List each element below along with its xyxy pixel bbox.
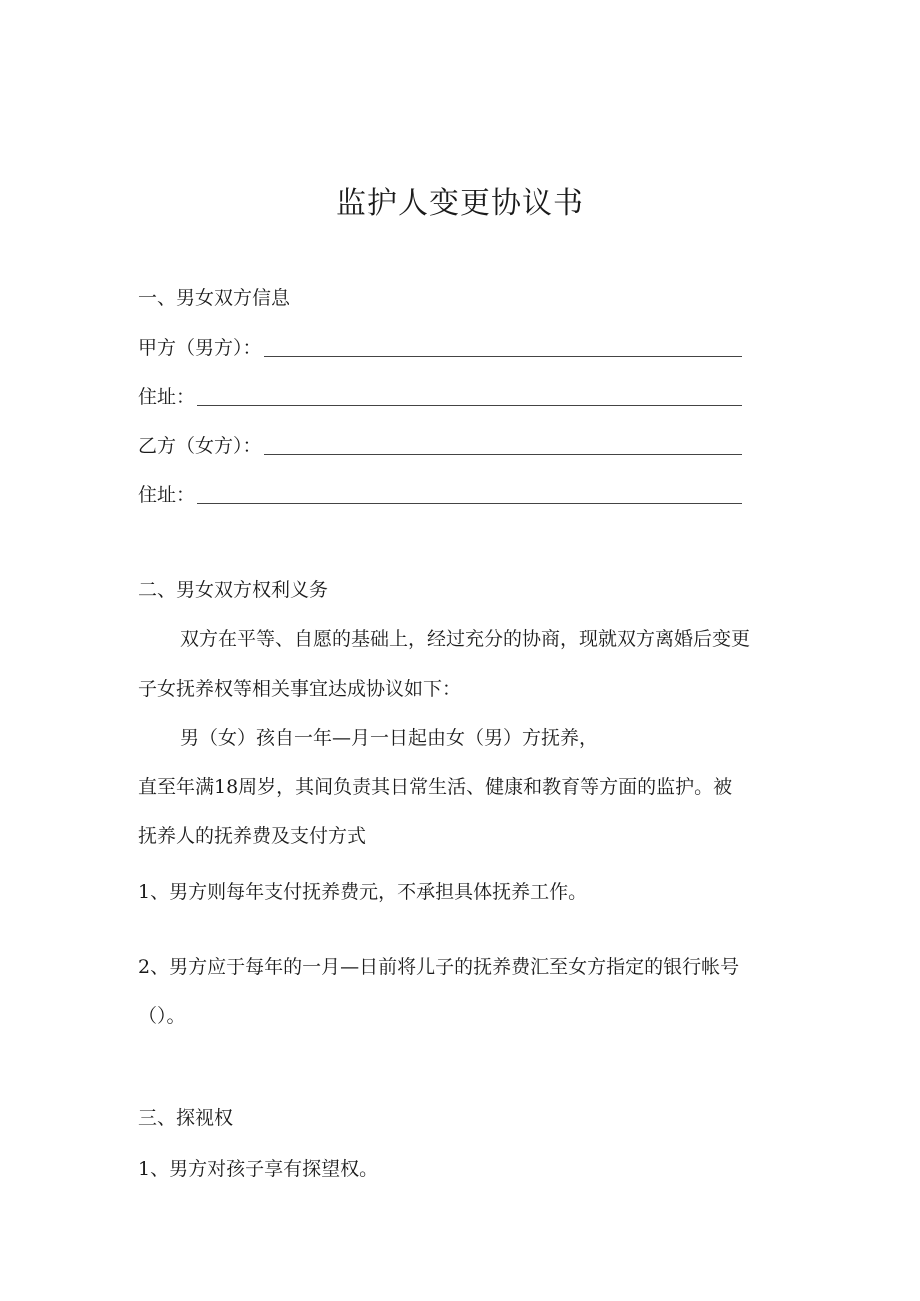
address-b-label: 住址： <box>138 484 196 506</box>
address-b-blank-line[interactable] <box>197 489 742 504</box>
party-b-blank-line[interactable] <box>264 440 742 455</box>
support-item-2-line-2: （）。 <box>138 1005 186 1027</box>
address-a-field[interactable] <box>138 383 742 409</box>
address-a-label: 住址： <box>138 386 196 408</box>
party-b-field[interactable] <box>138 432 742 458</box>
party-a-blank-line[interactable] <box>264 342 742 357</box>
agreement-paragraph-line-2: 子女抚养权等相关事宜达成协议如下： <box>138 678 462 700</box>
address-a-blank-line[interactable] <box>197 391 742 406</box>
section-2-heading: 二、男女双方权利义务 <box>138 579 329 601</box>
custody-paragraph-line-1: 男（女）孩自一年—月一日起由女（男）方抚养， <box>180 727 599 749</box>
section-3-heading: 三、探视权 <box>138 1107 234 1129</box>
support-item-1: 1、男方则每年支付抚养费元，不承担具体抚养工作。 <box>138 881 588 903</box>
custody-paragraph-line-2: 直至年满18周岁，其间负责其日常生活、健康和教育等方面的监护。被 <box>138 776 733 798</box>
visitation-item-1: 1、男方对孩子享有探望权。 <box>138 1158 379 1180</box>
section-1-heading: 一、男女双方信息 <box>138 287 291 309</box>
party-a-field[interactable] <box>138 334 742 360</box>
party-a-label: 甲方（男方）： <box>138 337 262 359</box>
document-title: 监护人变更协议书 <box>336 186 584 221</box>
party-b-label: 乙方（女方）： <box>138 435 262 457</box>
support-item-2-line-1: 2、男方应于每年的一月—日前将儿子的抚养费汇至女方指定的银行帐号 <box>138 956 740 978</box>
address-b-field[interactable] <box>138 481 742 507</box>
agreement-paragraph-line-1: 双方在平等、自愿的基础上，经过充分的协商，现就双方离婚后变更 <box>180 628 751 650</box>
custody-paragraph-line-3: 抚养人的抚养费及支付方式 <box>138 825 367 847</box>
